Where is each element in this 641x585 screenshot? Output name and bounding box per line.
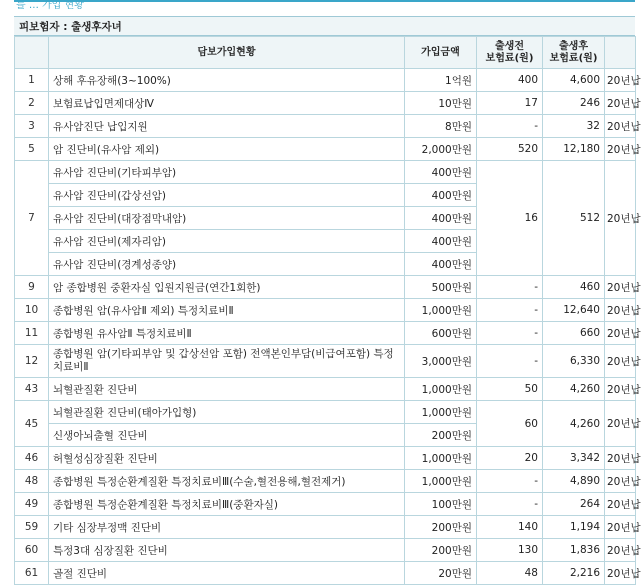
coverage-amount: 200만원	[405, 516, 477, 539]
payment-term: 20년납	[605, 69, 636, 92]
premium-before-birth: 50	[477, 378, 543, 401]
coverage-name: 유사암 진단비(제자리암)	[49, 230, 405, 253]
table-row	[15, 92, 636, 115]
row-number: 48	[15, 470, 49, 493]
table-row	[15, 115, 636, 138]
row-number: 2	[15, 92, 49, 115]
coverage-name: 암 진단비(유사암 제외)	[49, 138, 405, 161]
payment-term: 20년납	[605, 378, 636, 401]
coverage-name: 유사암 진단비(기타피부암)	[49, 161, 405, 184]
row-number: 59	[15, 516, 49, 539]
premium-after-birth: 660	[543, 322, 605, 345]
coverage-amount: 8만원	[405, 115, 477, 138]
premium-after-birth: 264	[543, 493, 605, 516]
coverage-name: 상해 후유장해(3~100%)	[49, 69, 405, 92]
premium-before-birth: 400	[477, 69, 543, 92]
coverage-amount: 1,000만원	[405, 470, 477, 493]
coverage-name: 유사암 진단비(대장점막내암)	[49, 207, 405, 230]
coverage-name: 종합병원 특정순환계질환 특정치료비Ⅲ(수술,혈전용해,혈전제거)	[49, 470, 405, 493]
row-number: 60	[15, 539, 49, 562]
coverage-amount: 2,000만원	[405, 138, 477, 161]
premium-before-birth: -	[477, 276, 543, 299]
table-row	[15, 562, 636, 585]
premium-after-birth: 4,600	[543, 69, 605, 92]
col-header-no	[15, 37, 49, 69]
table-row	[15, 378, 636, 401]
coverage-amount: 400만원	[405, 230, 477, 253]
coverage-name: 기타 심장부정맥 진단비	[49, 516, 405, 539]
table-body	[15, 69, 641, 585]
row-number: 5	[15, 138, 49, 161]
table-row	[15, 539, 636, 562]
row-number: 45	[15, 401, 49, 447]
coverage-amount: 200만원	[405, 539, 477, 562]
coverage-amount: 1,000만원	[405, 447, 477, 470]
payment-term: 20년납	[605, 276, 636, 299]
coverage-name: 종합병원 특정순환계질환 특정치료비Ⅲ(중환자실)	[49, 493, 405, 516]
coverage-name: 신생아뇌출혈 진단비	[49, 424, 405, 447]
coverage-amount: 20만원	[405, 562, 477, 585]
col-header-amount: 가입금액	[405, 37, 477, 69]
premium-after-birth: 4,260	[543, 378, 605, 401]
premium-before-birth: -	[477, 470, 543, 493]
coverage-name: 종합병원 암(기타피부암 및 갑상선암 포함) 전액본인부담(비급여포함) 특정치료비Ⅱ	[49, 345, 405, 378]
premium-after-birth: 4,260	[543, 401, 605, 447]
premium-before-birth: -	[477, 493, 543, 516]
table-row	[15, 401, 636, 424]
payment-term: 20년납	[605, 516, 636, 539]
coverage-amount: 400만원	[405, 161, 477, 184]
row-number: 1	[15, 69, 49, 92]
payment-term: 20년납	[605, 161, 636, 276]
premium-before-birth: 17	[477, 92, 543, 115]
premium-before-birth: -	[477, 115, 543, 138]
table-row	[15, 276, 636, 299]
coverage-amount: 1,000만원	[405, 401, 477, 424]
coverage-amount: 100만원	[405, 493, 477, 516]
coverage-name: 유사암진단 납입지원	[49, 115, 405, 138]
premium-before-birth: 20	[477, 447, 543, 470]
premium-before-birth: 16	[477, 161, 543, 276]
payment-term: 20년납	[605, 539, 636, 562]
coverage-name: 특정3대 심장질환 진단비	[49, 539, 405, 562]
payment-term: 20년납	[605, 345, 636, 378]
premium-before-birth: -	[477, 299, 543, 322]
payment-term: 20년납	[605, 493, 636, 516]
table-row	[15, 138, 636, 161]
coverage-amount: 3,000만원	[405, 345, 477, 378]
premium-before-birth: 60	[477, 401, 543, 447]
coverage-amount: 200만원	[405, 424, 477, 447]
row-number: 61	[15, 562, 49, 585]
coverage-amount: 1억원	[405, 69, 477, 92]
premium-after-birth: 1,194	[543, 516, 605, 539]
row-number: 10	[15, 299, 49, 322]
table-row	[15, 161, 636, 184]
coverage-amount: 400만원	[405, 184, 477, 207]
payment-term: 20년납	[605, 138, 636, 161]
row-number: 12	[15, 345, 49, 378]
coverage-amount: 1,000만원	[405, 299, 477, 322]
row-number: 7	[15, 161, 49, 276]
table-row	[15, 345, 636, 378]
row-number: 46	[15, 447, 49, 470]
col-header-term	[605, 37, 636, 69]
col-header-after: 출생후 보험료(원)	[543, 37, 605, 69]
premium-before-birth: 48	[477, 562, 543, 585]
table-row	[15, 470, 636, 493]
table-row	[15, 69, 636, 92]
premium-after-birth: 460	[543, 276, 605, 299]
table-row	[15, 516, 636, 539]
coverage-table	[14, 36, 641, 585]
premium-after-birth: 12,640	[543, 299, 605, 322]
row-number: 11	[15, 322, 49, 345]
coverage-amount: 10만원	[405, 92, 477, 115]
insured-label: 피보험자 : 출생후자녀	[14, 16, 635, 36]
premium-after-birth: 4,890	[543, 470, 605, 493]
table-header-row	[15, 37, 636, 69]
payment-term: 20년납	[605, 92, 636, 115]
table-row	[15, 447, 636, 470]
premium-after-birth: 2,216	[543, 562, 605, 585]
premium-before-birth: 140	[477, 516, 543, 539]
premium-after-birth: 12,180	[543, 138, 605, 161]
payment-term: 20년납	[605, 322, 636, 345]
coverage-amount: 400만원	[405, 207, 477, 230]
coverage-amount: 500만원	[405, 276, 477, 299]
premium-before-birth: -	[477, 345, 543, 378]
premium-before-birth: 520	[477, 138, 543, 161]
table-row	[15, 322, 636, 345]
premium-before-birth: 130	[477, 539, 543, 562]
row-number: 43	[15, 378, 49, 401]
premium-after-birth: 3,342	[543, 447, 605, 470]
premium-after-birth: 512	[543, 161, 605, 276]
top-border	[14, 0, 635, 10]
premium-after-birth: 246	[543, 92, 605, 115]
coverage-name: 종합병원 암(유사암Ⅱ 제외) 특정치료비Ⅱ	[49, 299, 405, 322]
coverage-name: 유사암 진단비(갑상선암)	[49, 184, 405, 207]
payment-term: 20년납	[605, 470, 636, 493]
row-number: 49	[15, 493, 49, 516]
coverage-amount: 1,000만원	[405, 378, 477, 401]
col-header-name: 담보가입현황	[49, 37, 405, 69]
premium-after-birth: 32	[543, 115, 605, 138]
payment-term: 20년납	[605, 447, 636, 470]
coverage-name: 보험료납입면제대상Ⅳ	[49, 92, 405, 115]
table-row	[15, 493, 636, 516]
coverage-name: 유사암 진단비(경계성종양)	[49, 253, 405, 276]
premium-before-birth: -	[477, 322, 543, 345]
coverage-amount: 400만원	[405, 253, 477, 276]
table-row	[15, 299, 636, 322]
coverage-name: 종합병원 유사암Ⅱ 특정치료비Ⅱ	[49, 322, 405, 345]
coverage-amount: 600만원	[405, 322, 477, 345]
coverage-name: 암 종합병원 중환자실 입원지원금(연간1회한)	[49, 276, 405, 299]
coverage-name: 허혈성심장질환 진단비	[49, 447, 405, 470]
payment-term: 20년납	[605, 562, 636, 585]
payment-term: 20년납	[605, 115, 636, 138]
row-number: 9	[15, 276, 49, 299]
coverage-name: 골절 진단비	[49, 562, 405, 585]
premium-after-birth: 6,330	[543, 345, 605, 378]
col-header-before: 출생전 보험료(원)	[477, 37, 543, 69]
payment-term: 20년납	[605, 401, 636, 447]
payment-term: 20년납	[605, 299, 636, 322]
section-title-fragment: 를 … 가입 현황	[16, 0, 84, 11]
premium-after-birth: 1,836	[543, 539, 605, 562]
coverage-name: 뇌혈관질환 진단비(태아가입형)	[49, 401, 405, 424]
coverage-name: 뇌혈관질환 진단비	[49, 378, 405, 401]
row-number: 3	[15, 115, 49, 138]
